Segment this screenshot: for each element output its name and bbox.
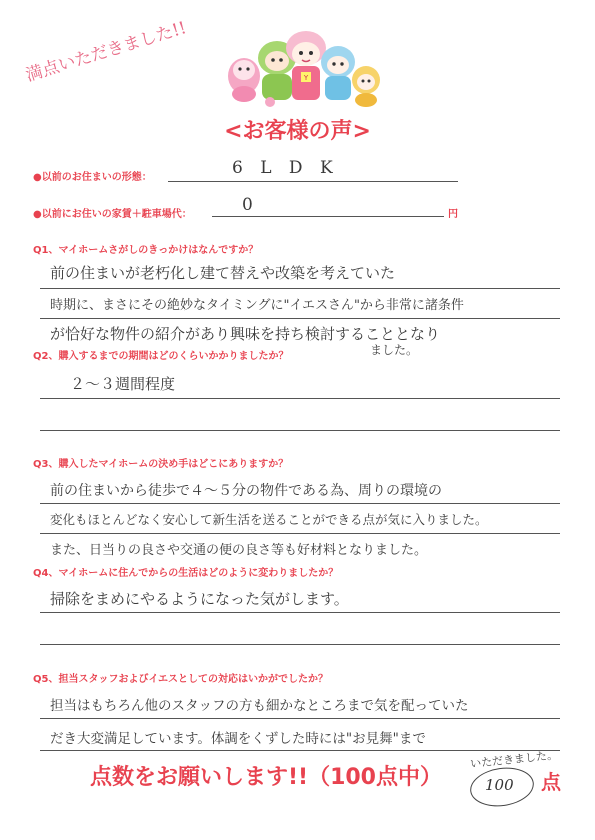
q5-rule-1	[40, 718, 560, 719]
layout-value: 6 L D K	[232, 158, 339, 178]
score-prompt: 点数をお願いします!!（100点中）	[90, 765, 442, 790]
q1-rule-1	[40, 288, 560, 289]
page-title: <お客様の声>	[224, 119, 371, 144]
mascot-blue-icon	[321, 46, 355, 100]
layout-underline	[168, 181, 458, 182]
q4-answer-line-1: 掃除をまめにやるようになった気がします。	[50, 590, 349, 608]
mascot-illustration	[222, 18, 382, 110]
q1-answer-line-3: が恰好な物件の紹介があり興味を持ち検討することとなり	[50, 325, 441, 343]
q1-answer-line-2: 時期に、まさにその絶妙なタイミングに"イエスさん"から非常に諸条件	[50, 298, 464, 313]
layout-label: ●以前のお住まいの形態：	[33, 172, 152, 183]
mascot-pink-icon	[228, 58, 260, 102]
mascot-yellow-icon	[352, 66, 380, 107]
q4-rule-2	[40, 644, 560, 645]
q2-answer-line-1: ２～３週間程度	[70, 375, 176, 393]
svg-text:Y: Y	[303, 74, 309, 82]
rent-value: 0	[242, 195, 253, 215]
q1-rule-2	[40, 318, 560, 319]
q3-label: Q3、購入したマイホームの決め手はどこにありますか？	[33, 459, 289, 470]
q5-label: Q5、担当スタッフおよびイエスとしての対応はいかがでしたか？	[33, 674, 329, 685]
rent-label: ●以前にお住いの家賃＋駐車場代：	[33, 209, 192, 220]
q1-answer-line-1: 前の住まいが老朽化し建て替えや改築を考えていた	[50, 264, 396, 282]
q5-answer-line-1: 担当はもちろん他のスタッフの方も細かなところまで気を配っていた	[50, 698, 469, 714]
score-value: 100	[485, 776, 514, 794]
full-score-stamp: 満点いただきました!!	[23, 18, 189, 86]
q5-rule-2	[40, 750, 560, 751]
q2-label: Q2、購入するまでの期間はどのくらいかかりましたか？	[33, 351, 289, 362]
q3-answer-line-2: 変化もほとんどなく安心して新生活を送ることができる点が気に入りました。	[50, 512, 488, 527]
q2-rule-1	[40, 398, 560, 399]
q3-answer-line-1: 前の住まいから徒歩で４～５分の物件である為、周りの環境の	[50, 483, 442, 499]
q1-label: Q1、マイホームさがしのきっかけはなんですか？	[33, 245, 259, 256]
q4-label: Q4、マイホームに住んでからの生活はどのように変わりましたか？	[33, 568, 339, 579]
rent-underline	[212, 216, 444, 217]
q3-answer-line-3: また、日当りの良さや交通の便の良さ等も好材料となりました。	[50, 543, 428, 558]
q1-answer-line-4: ました。	[370, 343, 419, 357]
q3-rule-2	[40, 533, 560, 534]
q4-rule-1	[40, 612, 560, 613]
q5-answer-line-2: だき大変満足しています。体調をくずした時には"お見舞"まで	[50, 731, 426, 747]
score-unit: 点	[541, 770, 561, 794]
q5-answer-line-3: いただきました。	[469, 748, 559, 771]
q3-rule-1	[40, 503, 560, 504]
rent-unit: 円	[448, 209, 458, 220]
q2-rule-2	[40, 430, 560, 431]
